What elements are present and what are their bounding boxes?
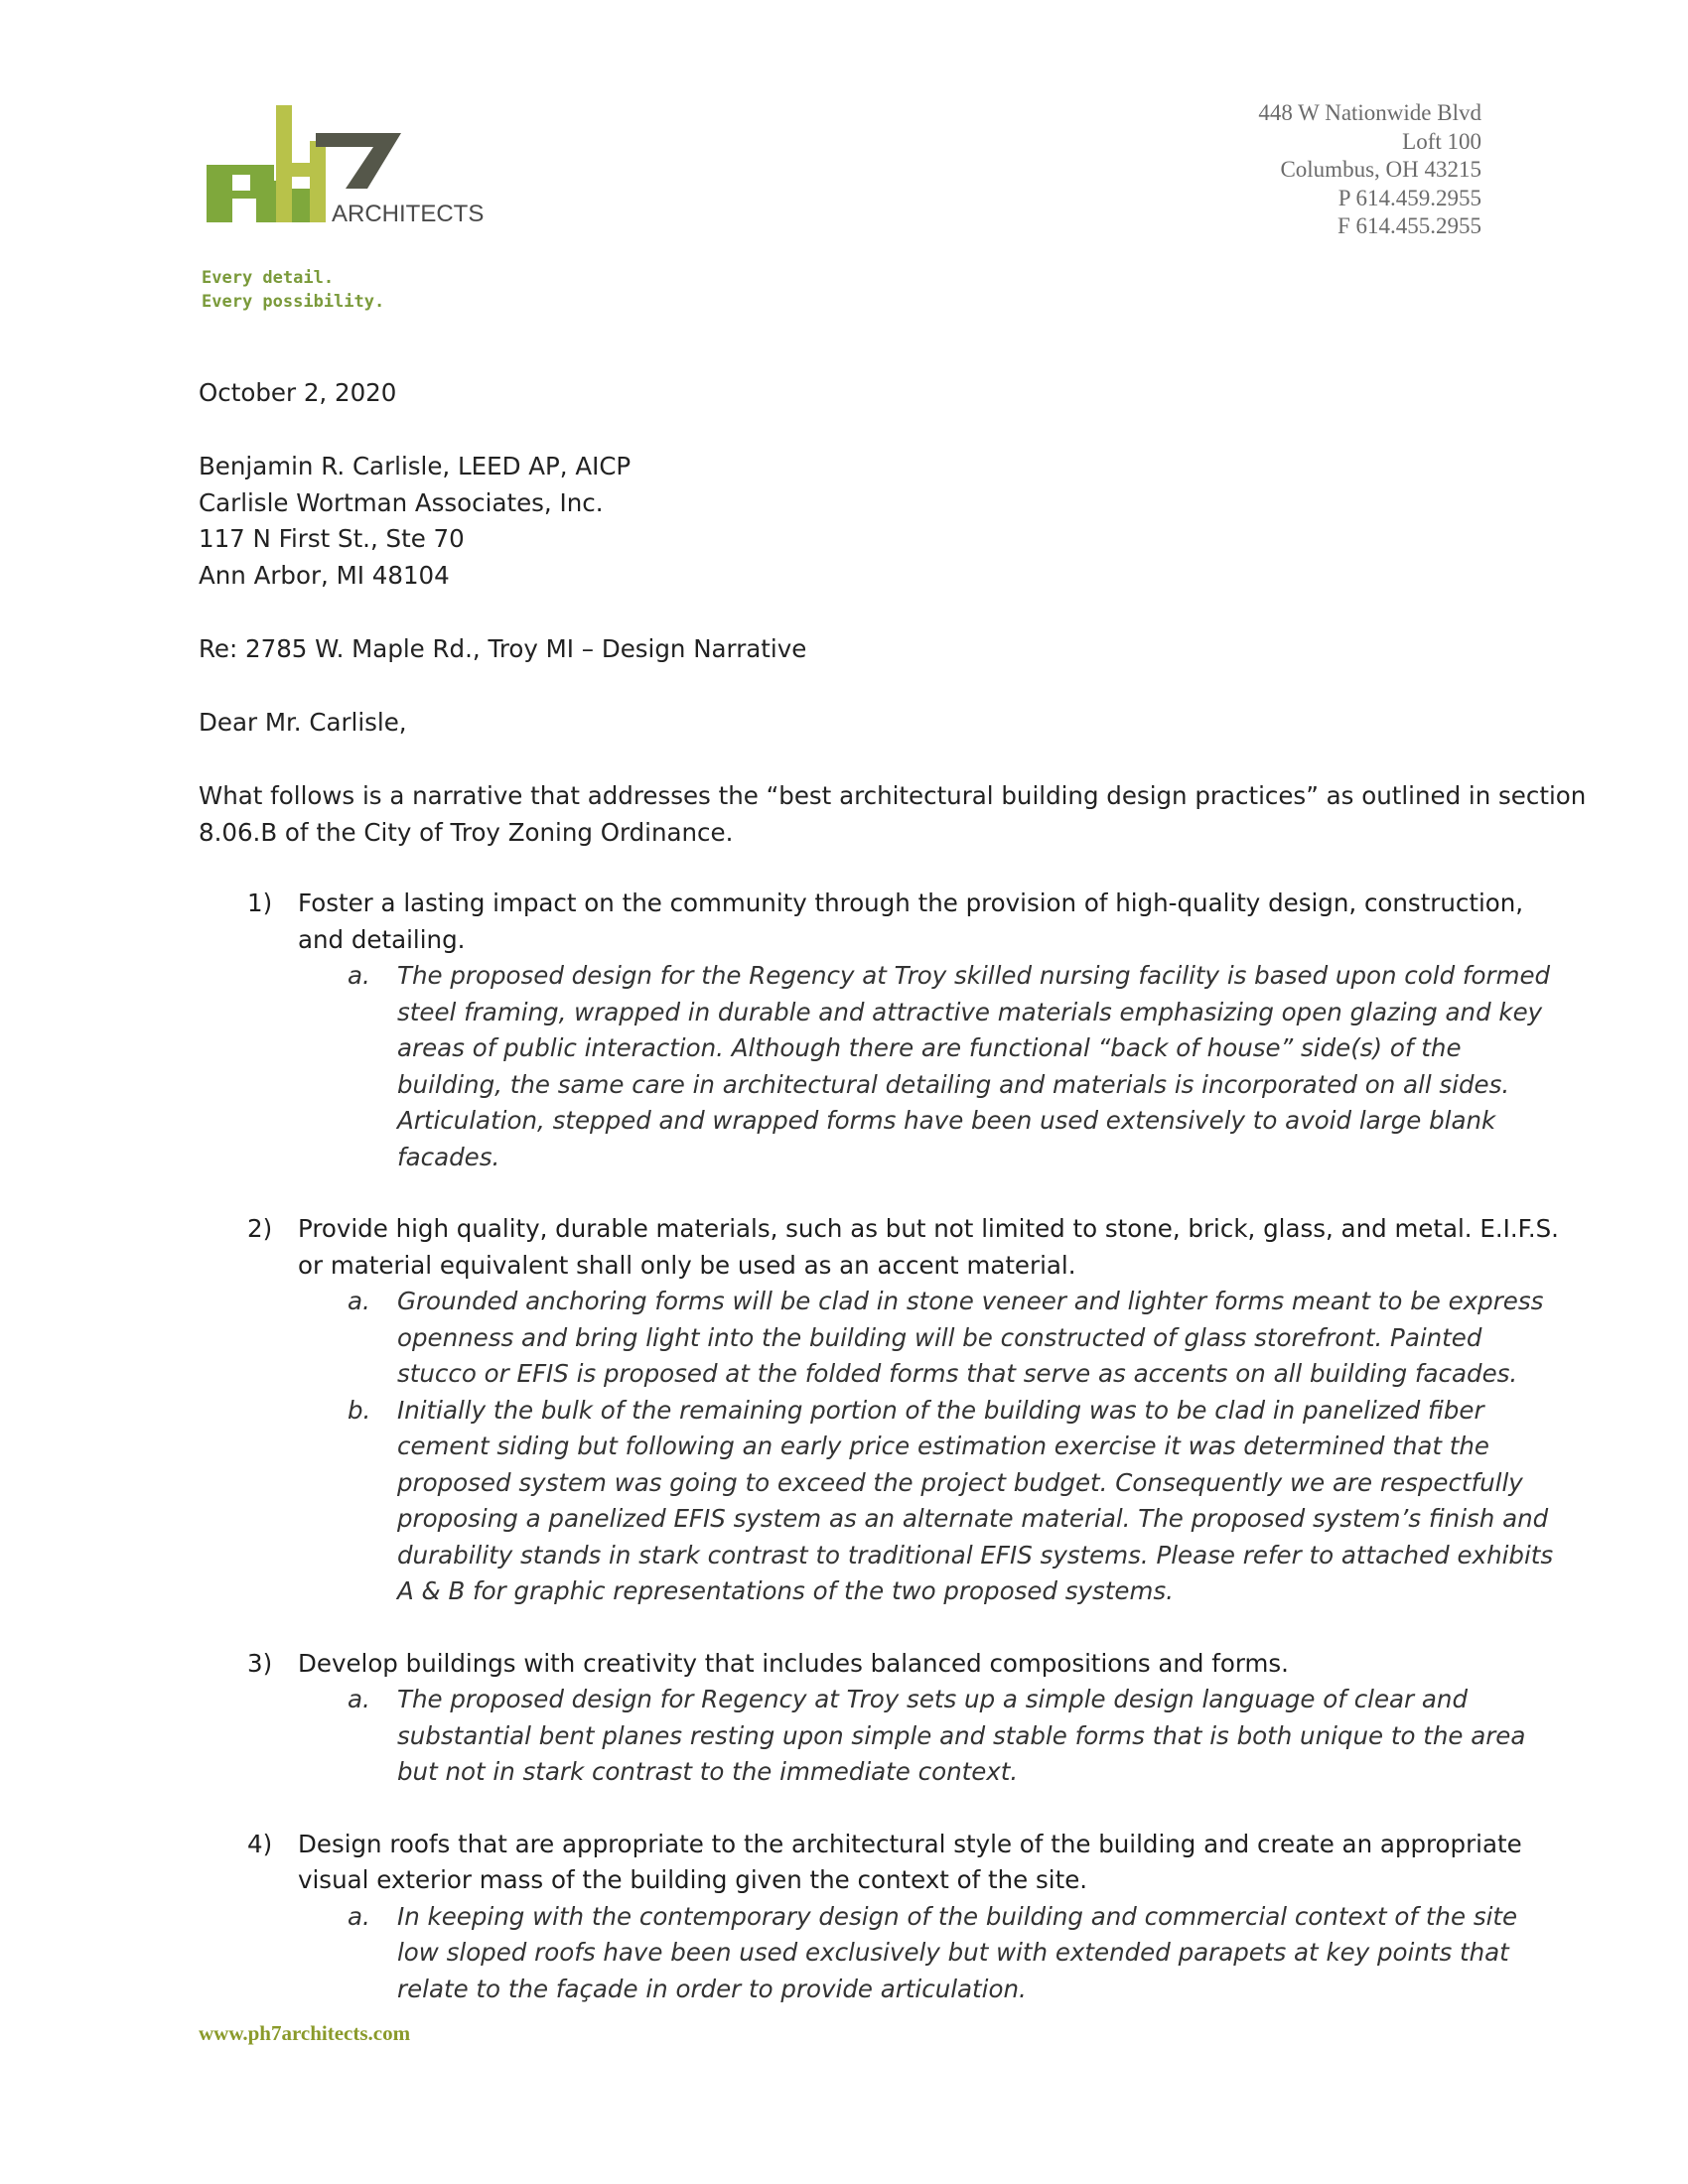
intro-line: What follows is a narrative that addresses the “best architectural building design practices” as outlined in section (199, 781, 1587, 810)
sub-line: areas of public interaction. Although there are functional “back of house” side(s) of the (397, 1033, 1462, 1062)
list-item (199, 886, 1551, 1175)
item-line: visual exterior mass of the building given the context of the site. (298, 1865, 1088, 1894)
sub-item-letter: a. (348, 1287, 370, 1315)
sub-item (199, 1899, 1518, 2008)
sub-line: Articulation, stepped and wrapped forms have been used extensively to avoid large blank (397, 1106, 1496, 1135)
item-line: or material equivalent shall only be used as an accent material. (298, 1250, 1076, 1280)
item-line: Foster a lasting impact on the community through the provision of high-quality design, construction, (298, 888, 1524, 917)
address-street: 448 W Nationwide Blvd (1258, 100, 1481, 125)
sub-item-text (397, 958, 1551, 1175)
item-number: 1) (247, 888, 273, 917)
sub-item (199, 958, 1551, 1175)
firm-address (1258, 99, 1481, 241)
sub-line: facades. (397, 1142, 500, 1171)
sub-line: The proposed design for the Regency at Troy skilled nursing facility is based upon cold formed (397, 961, 1551, 990)
sub-item-letter: a. (348, 961, 370, 990)
tagline-line: Every detail. (202, 268, 335, 288)
sub-item-letter: b. (348, 1395, 371, 1425)
sub-item (199, 1682, 1526, 1791)
letter-date: October 2, 2020 (199, 378, 397, 407)
sub-line: steel framing, wrapped in durable and attractive materials emphasizing open glazing and key (397, 997, 1543, 1026)
sub-item-text (397, 1899, 1518, 2008)
recipient-street: 117 N First St., Ste 70 (199, 524, 465, 553)
address-city: Columbus, OH 43215 (1280, 157, 1481, 182)
design-practices-list (199, 886, 1559, 2043)
item-number: 3) (247, 1648, 273, 1678)
intro-line: 8.06.B of the City of Troy Zoning Ordinance. (199, 817, 734, 847)
recipient-city: Ann Arbor, MI 48104 (199, 560, 450, 590)
item-number: 4) (247, 1829, 273, 1858)
item-heading (298, 1211, 1559, 1284)
sub-item-letter: a. (348, 1901, 370, 1931)
item-heading (298, 1646, 1489, 1683)
salutation: Dear Mr. Carlisle, (199, 708, 407, 737)
sub-item-text (397, 1682, 1526, 1791)
sub-item (199, 1284, 1544, 1393)
tagline (202, 266, 384, 314)
address-phone: P 614.459.2955 (1337, 185, 1481, 210)
sub-line: proposing a panelized EFIS system as an alternate material. The proposed system’s finish and (397, 1504, 1549, 1533)
address-fax: F 614.455.2955 (1336, 213, 1481, 238)
sub-item (199, 1393, 1554, 1610)
tagline-line: Every possibility. (202, 292, 385, 312)
sub-line: Initially the bulk of the remaining portion of the building was to be clad in panelized fiber (397, 1395, 1484, 1425)
item-heading (298, 886, 1524, 958)
sub-line: The proposed design for Regency at Troy sets up a simple design language of clear and (397, 1685, 1469, 1713)
sub-item-text (397, 1393, 1554, 1610)
sub-line: Grounded anchoring forms will be clad in stone veneer and lighter forms meant to be express (397, 1287, 1544, 1315)
logo-architects-text: ARCHITECTS (332, 201, 485, 227)
logo-wordmark: ph7 (199, 103, 201, 104)
recipient-block (199, 449, 631, 594)
list-item (199, 1646, 1526, 1791)
sub-line: A & B for graphic representations of the two proposed systems. (397, 1576, 1174, 1605)
item-line: Develop buildings with creativity that includes balanced compositions and forms. (298, 1648, 1289, 1678)
sub-item-letter: a. (348, 1685, 370, 1713)
list-item (199, 1211, 1559, 1610)
intro-paragraph (199, 778, 1586, 851)
recipient-name: Benjamin R. Carlisle, LEED AP, AICP (199, 452, 632, 480)
ph7-architects-logo (199, 103, 496, 232)
item-line: and detailing. (298, 924, 466, 954)
subject-line: Re: 2785 W. Maple Rd., Troy MI – Design Narrative (199, 634, 807, 663)
sub-line: durability stands in stark contrast to traditional EFIS systems. Please refer to attached exhibits (397, 1540, 1554, 1570)
sub-line: cement siding but following an early price estimation exercise it was determined that the (397, 1432, 1489, 1460)
sub-line: relate to the façade in order to provide articulation. (397, 1974, 1027, 2003)
sub-line: In keeping with the contemporary design of the building and commercial context of the site (397, 1901, 1518, 1931)
sub-line: proposed system was going to exceed the project budget. Consequently we are respectfully (397, 1467, 1523, 1497)
sub-line: low sloped roofs have been used exclusively but with extended parapets at key points that (397, 1938, 1509, 1967)
sub-item-text (397, 1284, 1544, 1393)
address-suite: Loft 100 (1402, 128, 1481, 154)
sub-line: openness and bring light into the building will be constructed of glass storefront. Painted (397, 1322, 1482, 1352)
recipient-company: Carlisle Wortman Associates, Inc. (199, 487, 604, 517)
list-item (199, 1827, 1522, 2008)
footer-website-link[interactable]: www.ph7architects.com (199, 2021, 411, 2045)
item-line: Design roofs that are appropriate to the architectural style of the building and create an appropriate (298, 1829, 1522, 1858)
sub-line: building, the same care in architectural detailing and materials is incorporated on all sides. (397, 1069, 1510, 1099)
sub-line: stucco or EFIS is proposed at the folded forms that serve as accents on all building facades. (397, 1359, 1518, 1388)
item-heading (298, 1827, 1522, 1899)
sub-line: substantial bent planes resting upon simple and stable forms that is both unique to the area (397, 1720, 1526, 1750)
item-number: 2) (247, 1214, 273, 1243)
sub-line: but not in stark contrast to the immediate context. (397, 1757, 1019, 1786)
item-line: Provide high quality, durable materials, such as but not limited to stone, brick, glass, and metal. E.I.F.S. (298, 1214, 1559, 1243)
